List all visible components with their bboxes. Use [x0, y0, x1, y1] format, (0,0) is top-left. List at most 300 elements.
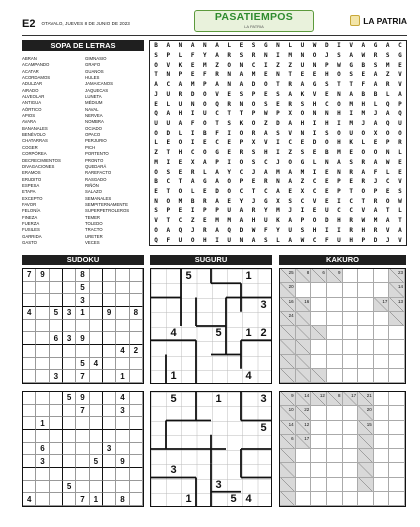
sudoku-cell[interactable]: 5 [76, 282, 89, 295]
sudoku-cell[interactable] [23, 430, 36, 443]
sudoku-cell[interactable] [36, 493, 49, 506]
sudoku-cell[interactable] [50, 392, 63, 405]
kakuro-cell[interactable] [296, 449, 312, 463]
suguru-cell[interactable]: 3 [215, 478, 222, 491]
sudoku-cell[interactable] [103, 392, 116, 405]
word-item: AVARA [22, 119, 36, 125]
word-item: OPACO [85, 132, 101, 138]
kakuro-cell[interactable] [343, 340, 359, 354]
sudoku-cell[interactable] [23, 294, 36, 307]
sudoku-cell[interactable] [63, 320, 76, 333]
kakuro-cell[interactable] [389, 406, 405, 420]
kakuro-cell[interactable] [358, 269, 374, 283]
sudoku-cell[interactable]: 4 [23, 307, 36, 320]
sudoku-cell[interactable] [130, 443, 143, 456]
kakuro-cell[interactable] [311, 312, 327, 326]
sudoku-cell[interactable] [50, 358, 63, 371]
sudoku-cell[interactable] [130, 481, 143, 494]
kakuro-cell[interactable] [358, 340, 374, 354]
sudoku-cell[interactable] [103, 320, 116, 333]
sudoku-cell[interactable] [76, 443, 89, 456]
sudoku-cell[interactable] [63, 443, 76, 456]
sudoku-cell[interactable]: 9 [76, 332, 89, 345]
kakuro-cell[interactable] [296, 492, 312, 506]
sudoku-cell[interactable] [36, 307, 49, 320]
kakuro-cell[interactable] [343, 355, 359, 369]
letter-cell: A [178, 120, 183, 128]
kakuro-cell[interactable] [311, 421, 327, 435]
kakuro-cell[interactable] [343, 463, 359, 477]
suguru-cell[interactable]: 5 [170, 393, 177, 406]
kakuro-cell[interactable] [296, 478, 312, 492]
sudoku-cell[interactable] [23, 468, 36, 481]
kakuro-cell[interactable] [374, 269, 390, 283]
sudoku-cell[interactable] [90, 405, 103, 418]
sudoku-cell[interactable] [50, 443, 63, 456]
kakuro-cell[interactable] [343, 369, 359, 383]
sudoku-cell[interactable] [63, 468, 76, 481]
sudoku-cell[interactable] [90, 294, 103, 307]
sudoku-cell[interactable]: 6 [50, 332, 63, 345]
kakuro-cell[interactable] [358, 283, 374, 297]
kakuro-cell[interactable] [343, 269, 359, 283]
kakuro-cell[interactable] [389, 340, 405, 354]
sudoku-cell[interactable]: 7 [76, 493, 89, 506]
letter-cell: E [300, 71, 305, 79]
kakuro-cell[interactable] [358, 312, 374, 326]
sudoku-cell[interactable] [130, 294, 143, 307]
sudoku-cell[interactable] [116, 294, 129, 307]
sudoku-cell[interactable] [63, 455, 76, 468]
kakuro-cell[interactable] [374, 283, 390, 297]
kakuro-cell[interactable] [311, 478, 327, 492]
suguru-cell[interactable]: 5 [215, 327, 222, 340]
sudoku-cell[interactable] [103, 468, 116, 481]
sudoku-cell[interactable] [76, 345, 89, 358]
letter-cell: F [324, 236, 329, 244]
letter-cell: E [263, 71, 268, 79]
kakuro-cell[interactable] [327, 492, 343, 506]
sudoku-cell[interactable] [116, 358, 129, 371]
kakuro-cell[interactable] [358, 298, 374, 312]
sudoku-cell[interactable] [50, 405, 63, 418]
suguru-cell[interactable]: 3 [170, 464, 177, 477]
letter-cell: C [288, 139, 292, 147]
sudoku-cell[interactable] [130, 370, 143, 383]
letter-cell: T [166, 188, 171, 196]
sudoku-cell[interactable] [36, 358, 49, 371]
sudoku-cell[interactable] [36, 345, 49, 358]
sudoku-cell[interactable]: 8 [76, 269, 89, 282]
kakuro-cell[interactable] [389, 369, 405, 383]
sudoku-cell[interactable]: 5 [90, 455, 103, 468]
sudoku-cell[interactable] [90, 392, 103, 405]
sudoku-cell[interactable]: 4 [23, 493, 36, 506]
sudoku-cell[interactable] [103, 294, 116, 307]
kakuro-cell[interactable] [358, 492, 374, 506]
sudoku-cell[interactable] [90, 307, 103, 320]
kakuro-cell[interactable] [374, 492, 390, 506]
sudoku-cell[interactable]: 5 [63, 392, 76, 405]
sudoku-cell[interactable]: 3 [50, 370, 63, 383]
kakuro-cell[interactable] [389, 463, 405, 477]
pasatiempos-subtitle: LA PATRIA [244, 24, 264, 29]
sudoku-cell[interactable]: 7 [23, 269, 36, 282]
kakuro-cell[interactable] [358, 355, 374, 369]
suguru-cell[interactable]: 3 [260, 298, 267, 311]
letter-cell: L [312, 158, 317, 166]
sudoku-cell[interactable] [63, 493, 76, 506]
kakuro-cell[interactable] [374, 369, 390, 383]
kakuro-cell[interactable] [374, 326, 390, 340]
sudoku-cell[interactable] [50, 430, 63, 443]
sudoku-cell[interactable] [90, 332, 103, 345]
kakuro-cell[interactable] [389, 492, 405, 506]
sudoku-cell[interactable] [130, 493, 143, 506]
letter-cell: L [276, 236, 280, 244]
suguru-cell[interactable]: 1 [185, 492, 192, 505]
sudoku-cell[interactable] [103, 358, 116, 371]
sudoku-cell[interactable] [103, 370, 116, 383]
kakuro-cell[interactable] [343, 298, 359, 312]
kakuro-cell[interactable] [311, 449, 327, 463]
sudoku-cell[interactable] [63, 345, 76, 358]
sudoku-cell[interactable] [90, 345, 103, 358]
kakuro-cell[interactable] [343, 492, 359, 506]
letter-cell: A [215, 168, 219, 176]
suguru-cell[interactable]: 5 [260, 421, 267, 434]
sudoku-cell[interactable] [36, 320, 49, 333]
sudoku-cell[interactable] [130, 358, 143, 371]
sudoku-cell[interactable] [130, 430, 143, 443]
sudoku-cell[interactable]: 1 [116, 370, 129, 383]
kakuro-cell[interactable] [327, 326, 343, 340]
sudoku-cell[interactable] [23, 320, 36, 333]
letter-cell: E [288, 188, 292, 196]
kakuro-cell[interactable] [374, 478, 390, 492]
sudoku-cell[interactable] [116, 417, 129, 430]
sudoku-cell[interactable]: 9 [116, 455, 129, 468]
sudoku-cell[interactable]: 8 [116, 493, 129, 506]
kakuro-cell[interactable] [296, 283, 312, 297]
sudoku-cell[interactable]: 5 [50, 307, 63, 320]
kakuro-cell[interactable] [389, 435, 405, 449]
suguru-cell[interactable]: 4 [170, 327, 177, 340]
kakuro-cell[interactable] [374, 435, 390, 449]
newspaper-brand [350, 15, 407, 26]
sudoku-cell[interactable]: 6 [36, 443, 49, 456]
sudoku-cell[interactable]: 1 [90, 493, 103, 506]
kakuro-cell[interactable] [374, 355, 390, 369]
sudoku-cell[interactable] [36, 405, 49, 418]
sudoku-cell[interactable] [63, 282, 76, 295]
sudoku-cell[interactable] [50, 455, 63, 468]
letter-cell: S [385, 52, 390, 60]
sudoku-cell[interactable] [130, 468, 143, 481]
sudoku-cell[interactable] [36, 468, 49, 481]
kakuro-cell[interactable] [296, 463, 312, 477]
letter-cell: W [398, 197, 402, 205]
kakuro-cell[interactable] [343, 283, 359, 297]
sudoku-cell[interactable] [36, 430, 49, 443]
kakuro-cell[interactable] [311, 283, 327, 297]
kakuro-cell[interactable] [327, 435, 343, 449]
kakuro-cell[interactable] [327, 312, 343, 326]
sudoku-cell[interactable] [76, 468, 89, 481]
kakuro-cell[interactable] [374, 392, 390, 406]
kakuro-cell[interactable] [343, 449, 359, 463]
kakuro-cell[interactable] [311, 355, 327, 369]
sudoku-cell[interactable] [76, 455, 89, 468]
sudoku-cell[interactable]: 3 [63, 307, 76, 320]
kakuro-cell[interactable] [311, 435, 327, 449]
sudoku-cell[interactable] [23, 345, 36, 358]
sudoku-cell[interactable] [103, 430, 116, 443]
sudoku-cell[interactable] [116, 443, 129, 456]
sudoku-cell[interactable] [130, 332, 143, 345]
kakuro-cell[interactable] [311, 406, 327, 420]
suguru-cell[interactable]: 4 [245, 369, 252, 382]
suguru-cell[interactable]: 1 [245, 327, 252, 340]
sudoku-cell[interactable]: 3 [116, 405, 129, 418]
sudoku-cell[interactable] [50, 294, 63, 307]
sudoku-cell[interactable] [90, 468, 103, 481]
sudoku-grid-1 [22, 268, 144, 384]
kakuro-clue: 21 [366, 393, 372, 398]
kakuro-cell[interactable] [389, 421, 405, 435]
sudoku-cell[interactable] [23, 417, 36, 430]
sudoku-cell[interactable] [116, 468, 129, 481]
sudoku-cell[interactable] [130, 405, 143, 418]
letter-cell: H [178, 110, 183, 118]
letter-cell: G [349, 61, 353, 69]
kakuro-cell[interactable] [327, 369, 343, 383]
suguru-cell[interactable]: 5 [230, 492, 237, 505]
sudoku-cell[interactable] [50, 320, 63, 333]
letter-cell: I [337, 120, 341, 128]
kakuro-cell[interactable] [343, 312, 359, 326]
sudoku-cell[interactable] [36, 392, 49, 405]
sudoku-cell[interactable] [50, 417, 63, 430]
kakuro-cell[interactable] [389, 449, 405, 463]
sudoku-cell[interactable]: 4 [90, 358, 103, 371]
sudoku-cell[interactable]: 2 [130, 345, 143, 358]
sudoku-cell[interactable] [23, 392, 36, 405]
kakuro-cell[interactable] [343, 421, 359, 435]
letter-cell: R [385, 81, 390, 89]
sudoku-cell[interactable] [63, 358, 76, 371]
kakuro-cell[interactable] [358, 326, 374, 340]
sudoku-cell[interactable] [116, 307, 129, 320]
sudoku-cell[interactable] [103, 405, 116, 418]
kakuro-cell[interactable] [327, 449, 343, 463]
kakuro-cell[interactable] [311, 298, 327, 312]
kakuro-cell[interactable] [327, 463, 343, 477]
kakuro-cell[interactable] [311, 492, 327, 506]
sudoku-cell[interactable]: 3 [76, 294, 89, 307]
word-item: RAREFACTO [85, 170, 112, 176]
kakuro-cell[interactable] [327, 421, 343, 435]
sudoku-cell[interactable] [90, 430, 103, 443]
letter-cell: P [373, 188, 378, 196]
sudoku-cell[interactable] [36, 294, 49, 307]
sudoku-cell[interactable] [76, 320, 89, 333]
letter-cell: C [349, 207, 353, 215]
sudoku-cell[interactable] [23, 370, 36, 383]
kakuro-cell[interactable] [374, 340, 390, 354]
suguru-cell[interactable]: 1 [215, 393, 222, 406]
sudoku-cell[interactable] [36, 370, 49, 383]
kakuro-cell[interactable] [343, 435, 359, 449]
sudoku-cell[interactable] [90, 481, 103, 494]
sudoku-cell[interactable]: 3 [63, 332, 76, 345]
letter-cell: H [324, 71, 329, 79]
sudoku-cell[interactable] [116, 332, 129, 345]
kakuro-cell[interactable] [311, 340, 327, 354]
kakuro-cell[interactable] [374, 406, 390, 420]
sudoku-cell[interactable] [63, 370, 76, 383]
sudoku-cell[interactable] [103, 493, 116, 506]
sudoku-cell[interactable] [90, 417, 103, 430]
sudoku-cell[interactable] [103, 481, 116, 494]
letter-cell: N [263, 52, 268, 60]
sudoku-cell[interactable] [36, 481, 49, 494]
kakuro-cell[interactable] [327, 355, 343, 369]
kakuro-cell[interactable] [343, 326, 359, 340]
kakuro-cell[interactable] [374, 463, 390, 477]
sudoku-cell[interactable]: 7 [76, 405, 89, 418]
kakuro-cell[interactable] [327, 283, 343, 297]
sudoku-cell[interactable] [76, 417, 89, 430]
sudoku-cell[interactable]: 1 [36, 417, 49, 430]
sudoku-cell[interactable]: 7 [76, 370, 89, 383]
sudoku-cell[interactable]: 5 [63, 481, 76, 494]
sudoku-cell[interactable]: 4 [116, 392, 129, 405]
suguru-cell[interactable]: 2 [260, 327, 267, 340]
kakuro-cell[interactable] [389, 392, 405, 406]
kakuro-cell[interactable] [358, 369, 374, 383]
kakuro-cell[interactable] [389, 478, 405, 492]
letter-cell: O [361, 188, 366, 196]
sudoku-cell[interactable] [23, 481, 36, 494]
sudoku-cell[interactable]: 9 [36, 269, 49, 282]
sudoku-cell[interactable] [90, 282, 103, 295]
sudoku-cell[interactable] [130, 282, 143, 295]
sudoku-cell[interactable]: 3 [36, 455, 49, 468]
sudoku-cell[interactable]: 3 [103, 443, 116, 456]
suguru-cell[interactable]: 4 [245, 492, 252, 505]
kakuro-cell [296, 355, 312, 369]
kakuro-cell[interactable] [389, 355, 405, 369]
kakuro-cell[interactable] [343, 406, 359, 420]
sudoku-cell[interactable] [50, 481, 63, 494]
sudoku-cell[interactable] [116, 481, 129, 494]
letter-cell: E [178, 207, 183, 215]
sudoku-cell[interactable] [103, 332, 116, 345]
sudoku-cell[interactable] [103, 345, 116, 358]
letter-cell: X [300, 188, 305, 196]
sudoku-cell[interactable] [23, 443, 36, 456]
suguru-cell[interactable]: 3 [260, 393, 267, 406]
sudoku-cell[interactable] [23, 358, 36, 371]
sudoku-cell[interactable] [23, 332, 36, 345]
kakuro-cell[interactable] [327, 298, 343, 312]
suguru-cell[interactable]: 1 [170, 369, 177, 382]
kakuro-cell[interactable] [327, 478, 343, 492]
letter-cell: N [190, 100, 195, 108]
sudoku-cell[interactable] [130, 455, 143, 468]
sudoku-cell[interactable]: 1 [76, 307, 89, 320]
sudoku-cell[interactable] [23, 282, 36, 295]
kakuro-cell[interactable] [389, 326, 405, 340]
sudoku-cell[interactable] [76, 481, 89, 494]
sudoku-cell[interactable] [23, 455, 36, 468]
sudoku-cell[interactable] [116, 320, 129, 333]
sudoku-cell[interactable] [36, 332, 49, 345]
sudoku-cell[interactable] [103, 455, 116, 468]
word-item: ACAMPANDO [22, 62, 50, 68]
sudoku-cell[interactable]: 9 [76, 392, 89, 405]
letter-cell: F [166, 236, 171, 244]
kakuro-cell[interactable] [311, 463, 327, 477]
sudoku-cell[interactable] [63, 417, 76, 430]
sudoku-cell[interactable] [63, 269, 76, 282]
kakuro-cell[interactable] [374, 421, 390, 435]
sudoku-cell[interactable] [103, 282, 116, 295]
sudoku-cell[interactable] [116, 430, 129, 443]
suguru-cell[interactable]: 1 [245, 270, 252, 283]
kakuro-cell[interactable] [374, 449, 390, 463]
sudoku-cell[interactable] [130, 320, 143, 333]
kakuro-cell[interactable] [327, 340, 343, 354]
sudoku-cell[interactable] [130, 269, 143, 282]
letter-cell: H [178, 149, 183, 157]
sudoku-cell[interactable]: 9 [103, 307, 116, 320]
kakuro-cell[interactable] [343, 478, 359, 492]
suguru-cell[interactable]: 5 [185, 270, 192, 283]
sudoku-cell[interactable] [63, 405, 76, 418]
kakuro-cell[interactable] [374, 312, 390, 326]
sudoku-cell[interactable] [63, 294, 76, 307]
sudoku-cell[interactable] [130, 417, 143, 430]
sudoku-cell[interactable] [103, 417, 116, 430]
sudoku-cell[interactable]: 8 [130, 307, 143, 320]
sudoku-cell[interactable] [50, 493, 63, 506]
sudoku-cell[interactable] [50, 468, 63, 481]
sudoku-cell[interactable] [130, 392, 143, 405]
sudoku-cell[interactable]: 5 [76, 358, 89, 371]
sudoku-cell[interactable] [36, 282, 49, 295]
sudoku-cell[interactable] [90, 370, 103, 383]
sudoku-cell[interactable] [50, 282, 63, 295]
sudoku-cell[interactable] [63, 430, 76, 443]
sudoku-cell[interactable]: 4 [116, 345, 129, 358]
sudoku-cell[interactable] [50, 269, 63, 282]
sudoku-cell[interactable] [90, 443, 103, 456]
sudoku-cell[interactable] [116, 269, 129, 282]
sudoku-cell[interactable] [23, 405, 36, 418]
sudoku-cell[interactable] [50, 345, 63, 358]
kakuro-cell [296, 369, 312, 383]
kakuro-cell [280, 326, 296, 340]
kakuro-cell[interactable] [327, 406, 343, 420]
sudoku-cell[interactable] [103, 269, 116, 282]
sudoku-cell[interactable] [90, 320, 103, 333]
sudoku-cell[interactable] [116, 282, 129, 295]
letter-cell: O [324, 139, 329, 147]
sudoku-cell[interactable] [90, 269, 103, 282]
sudoku-cell[interactable] [76, 430, 89, 443]
